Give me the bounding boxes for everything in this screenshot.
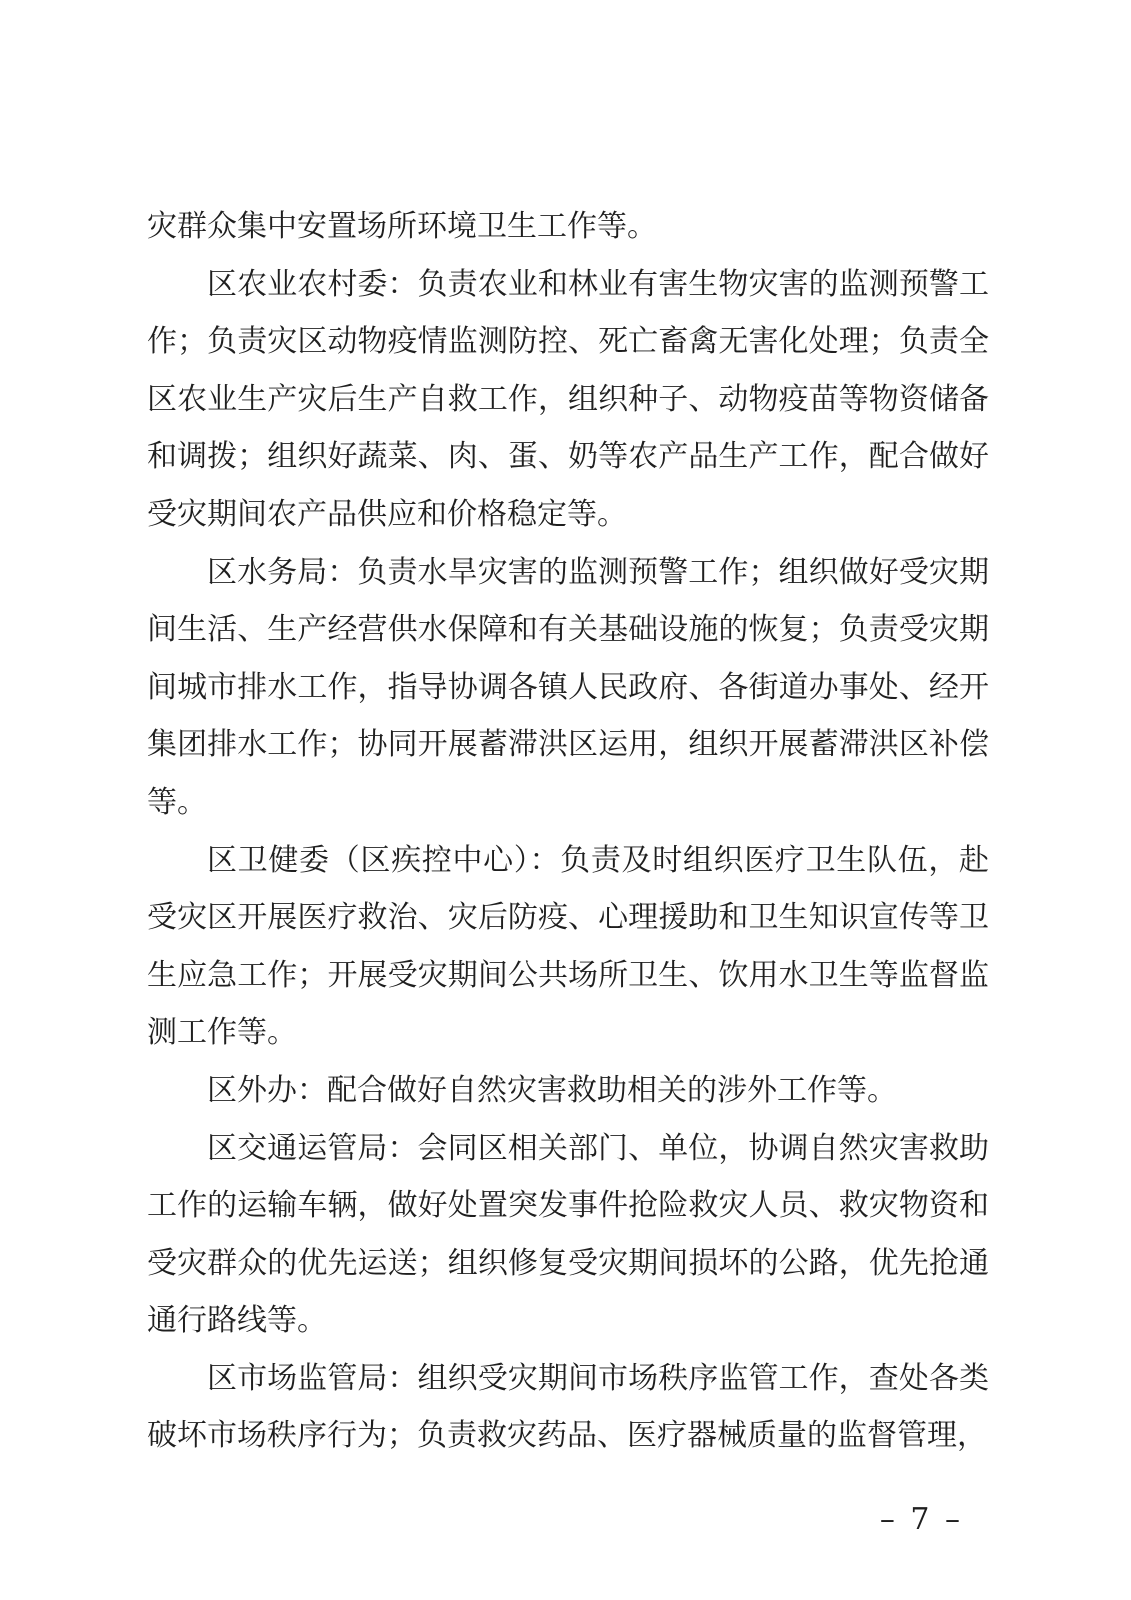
paragraph-transport-bureau: 区交通运管局：会同区相关部门、单位，协调自然灾害救助工作的运输车辆，做好处置突发事件抢险救灾人员、救灾物资和受灾群众的优先运送；组织修复受灾期间损坏的公路，优先抢通通行路线等。 [147, 1130, 989, 1339]
paragraph-market-regulation-bureau: 区市场监管局：组织受灾期间市场秩序监管工作，查处各类破坏市场秩序行为；负责救灾药品、医疗器械质量的监督管理， [147, 1360, 989, 1454]
document-body [147, 198, 989, 1465]
paragraph-continuation: 灾群众集中安置场所环境卫生工作等。 [147, 209, 657, 244]
paragraph-water-bureau: 区水务局：负责水旱灾害的监测预警工作；组织做好受灾期间生活、生产经营供水保障和有关基础设施的恢复；负责受灾期间城市排水工作，指导协调各镇人民政府、各街道办事处、经开集团排水工作；协同开展蓄滞洪区运用，组织开展蓄滞洪区补偿等。 [147, 554, 989, 820]
page-number: – 7 – [879, 1502, 963, 1537]
paragraph-foreign-affairs-office: 区外办：配合做好自然灾害救助相关的涉外工作等。 [207, 1072, 897, 1108]
paragraph-agriculture-rural-committee: 区农业农村委：负责农业和林业有害生物灾害的监测预警工作；负责灾区动物疫情监测防控、死亡畜禽无害化处理；负责全区农业生产灾后生产自救工作，组织种子、动物疫苗等物资储备和调拨；组织好蔬菜、肉、蛋、奶等农产品生产工作，配合做好受灾期间农产品供应和价格稳定等。 [147, 266, 989, 532]
paragraph-health-committee: 区卫健委（区疾控中心）：负责及时组织医疗卫生队伍，赴受灾区开展医疗救治、灾后防疫、心理援助和卫生知识宣传等卫生应急工作；开展受灾期间公共场所卫生、饮用水卫生等监督监测工作等。 [147, 842, 989, 1051]
page-footer [830, 1460, 963, 1580]
